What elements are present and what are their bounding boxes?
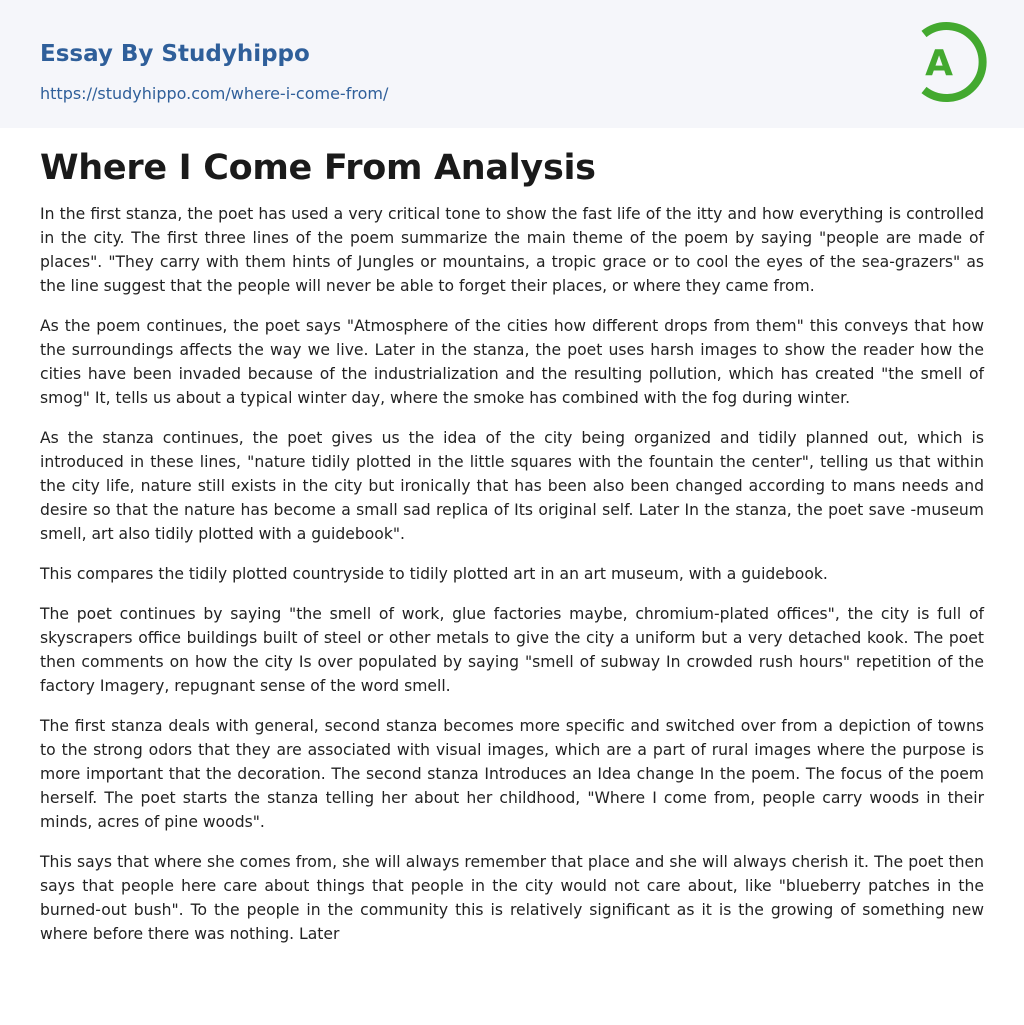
- article-paragraph-5: The poet continues by saying "the smell of work, glue factories maybe, chromium-plated offices", the city is full of skyscrapers office buildings built of steel or other metals to give the city a uniform but a very detached kook. The poet then comments on how the city Is over populated by saying "smell of subway In crowded rush hours" repetition of the factory Imagery, repugnant sense of the word smell.: [40, 605, 984, 695]
- article-paragraph-3: As the stanza continues, the poet gives us the idea of the city being organized and tidily planned out, which is introduced in these lines, "nature tidily plotted in the little squares with the fountain the center", telling us that within the city life, nature still exists in the city but ironically that has been also been changed according to mans needs and desire so that the nature has become a small sad replica of Its original self. Later In the stanza, the poet save -museum smell, art also tidily plotted with a guidebook".: [40, 429, 984, 543]
- article-paragraph-1: In the first stanza, the poet has used a very critical tone to show the fast life of the itty and how everything is controlled in the city. The first three lines of the poem summarize the main theme of the poem by saying "people are made of places". "They carry with them hints of Jungles or mountains, a tropic grace or to cool the eyes of the sea-grazers" as the line suggest that the people will never be able to forget their places, or where they came from.: [40, 205, 984, 295]
- site-brand[interactable]: Essay By Studyhippo: [40, 41, 310, 67]
- article-paragraph-4: This compares the tidily plotted countryside to tidily plotted art in an art museum, with a guidebook.: [40, 565, 828, 583]
- article-paragraph-6: The first stanza deals with general, second stanza becomes more specific and switched over from a depiction of towns to the strong odors that they are associated with visual images, which are a part of rural images where the purpose is more important that the decoration. The second stanza Introduces an Idea change In the poem. The focus of the poem herself. The poet starts the stanza telling her about her childhood, "Where I come from, people carry woods in their minds, acres of pine woods".: [40, 717, 984, 831]
- logo-letter: A: [925, 43, 953, 84]
- page-title: Where I Come From Analysis: [40, 148, 596, 188]
- article-paragraph-7: This says that where she comes from, she will always remember that place and she will always cherish it. The poet then says that people here care about things that people in the city would not care about, like "blueberry patches in the burned-out bush". To the people in the community this is relatively significant as it is the growing of something new where before there was nothing. Later: [40, 853, 984, 943]
- source-url-link[interactable]: https://studyhippo.com/where-i-come-from/: [40, 84, 389, 103]
- site-header: [0, 0, 1024, 128]
- article-content: [40, 144, 984, 946]
- article-paragraph-2: As the poem continues, the poet says "Atmosphere of the cities how different drops from them" this conveys that how the surroundings affects the way we live. Later in the stanza, the poet uses harsh images to show the reader how the cities have been invaded because of the industrialization and the resulting pollution, which has created "the smell of smog" It, tells us about a typical winter day, where the smoke has combined with the fog during winter.: [40, 317, 984, 407]
- studyhippo-logo-icon[interactable]: [910, 18, 988, 106]
